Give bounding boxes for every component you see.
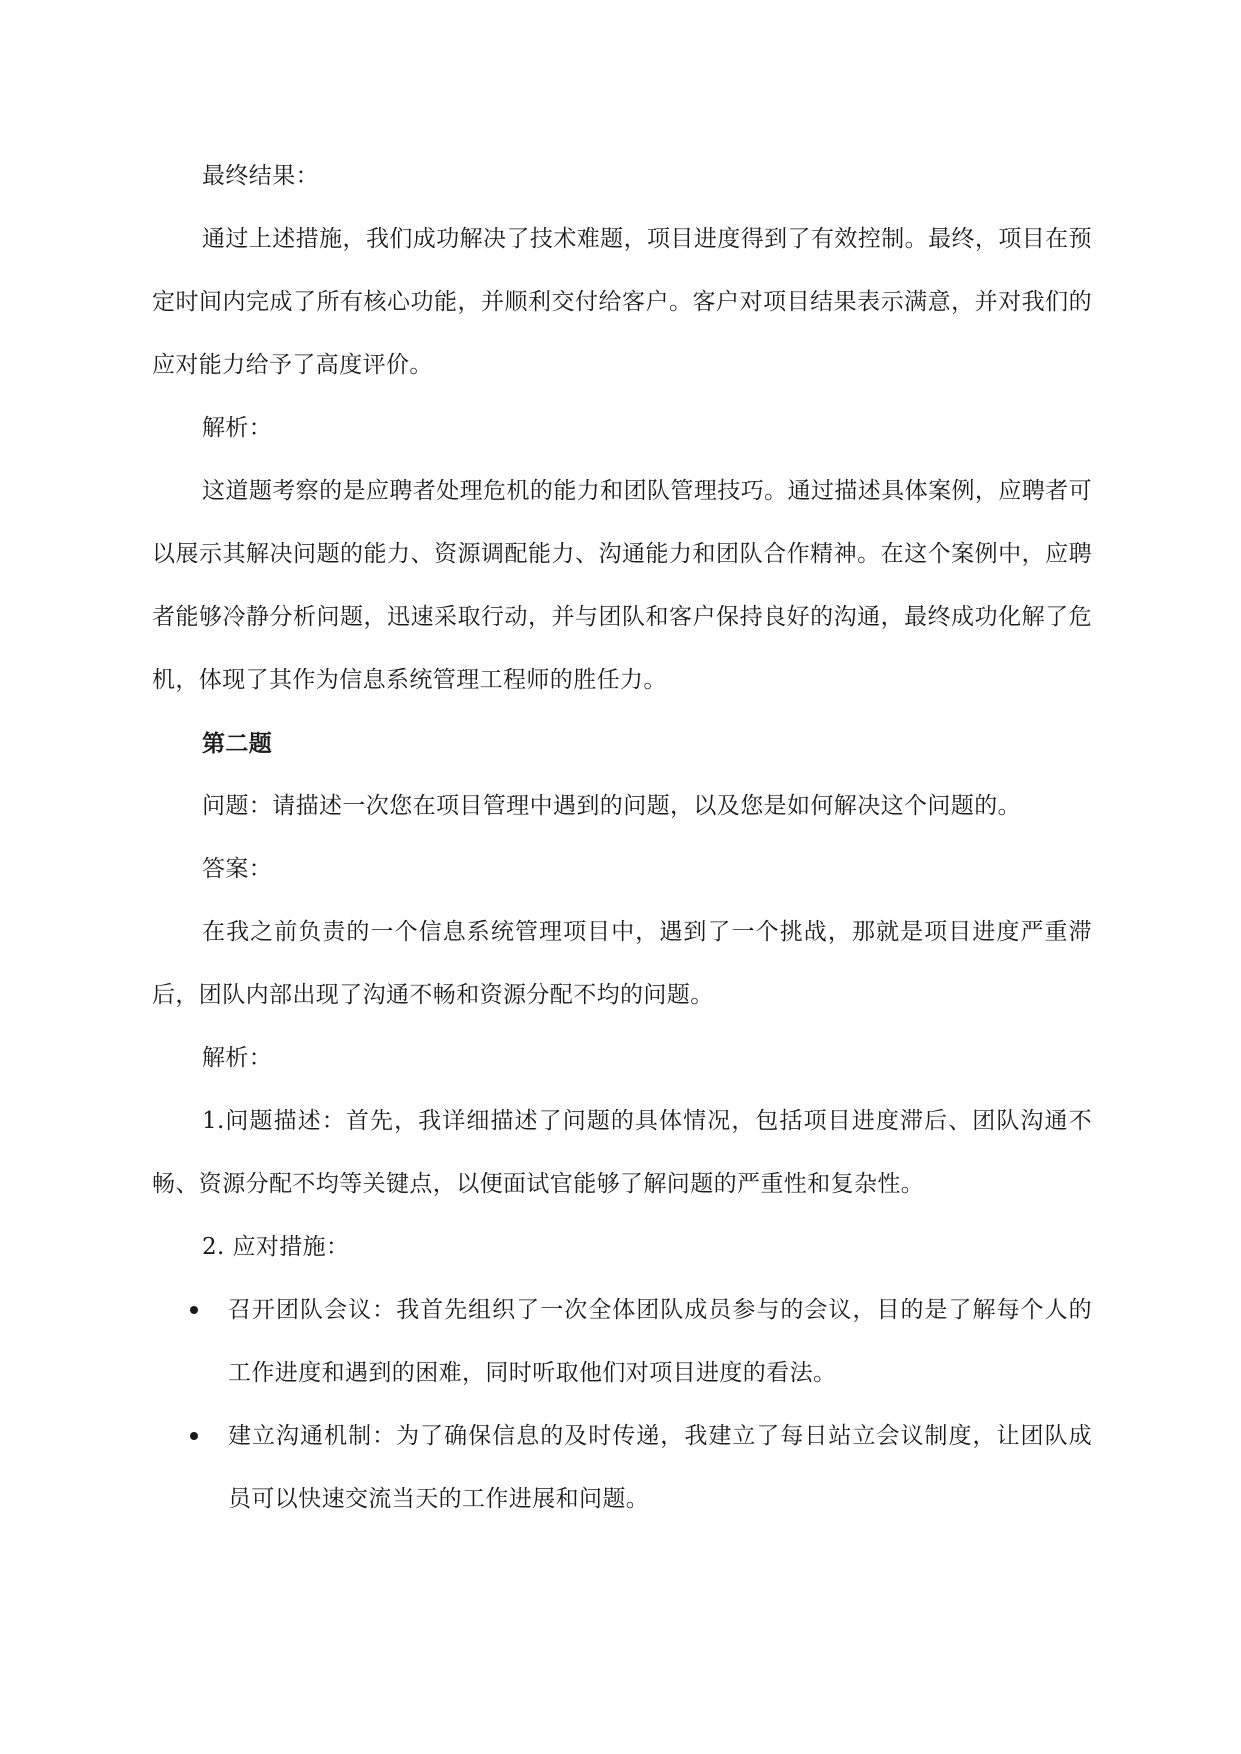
question-paragraph: 问题：请描述一次您在项目管理中遇到的问题，以及您是如何解决这个问题的。 — [202, 793, 1021, 819]
bullet-icon — [190, 1432, 198, 1440]
question-heading: 第二题 — [202, 730, 273, 757]
problem-description-paragraph: 1.问题描述：首先，我详细描述了问题的具体情况，包括项目进度滞后、团队沟通不畅、资源分配不均等关键点，以便面试官能够了解问题的严重性和复杂性。 — [152, 1108, 1092, 1197]
final-result-paragraph: 通过上述措施，我们成功解决了技术难题，项目进度得到了有效控制。最终，项目在预定时间内完成了所有核心功能，并顺利交付给客户。客户对项目结果表示满意，并对我们的应对能力给予了高度评价。 — [152, 226, 1092, 378]
section-label-answer: 答案： — [202, 856, 273, 882]
measures-label: 2. 应对措施： — [202, 1234, 350, 1260]
list-item — [152, 1279, 1092, 1405]
section-label-analysis-2: 解析： — [202, 1045, 273, 1071]
section-label-final-result: 最终结果： — [202, 163, 319, 189]
list-item — [152, 1405, 1092, 1531]
measures-list — [152, 1279, 1092, 1531]
list-item-text: 建立沟通机制：为了确保信息的及时传递，我建立了每日站立会议制度，让团队成员可以快速交流当天的工作进展和问题。 — [228, 1423, 1092, 1512]
answer-paragraph: 在我之前负责的一个信息系统管理项目中，遇到了一个挑战，那就是项目进度严重滞后，团队内部出现了沟通不畅和资源分配不均的问题。 — [152, 919, 1092, 1008]
list-item-text: 召开团队会议：我首先组织了一次全体团队成员参与的会议，目的是了解每个人的工作进度和遇到的困难，同时听取他们对项目进度的看法。 — [228, 1297, 1092, 1386]
bullet-icon — [190, 1306, 198, 1314]
document-body — [152, 145, 1092, 1531]
section-label-analysis: 解析： — [202, 415, 273, 441]
analysis-paragraph: 这道题考察的是应聘者处理危机的能力和团队管理技巧。通过描述具体案例，应聘者可以展示其解决问题的能力、资源调配能力、沟通能力和团队合作精神。在这个案例中，应聘者能够冷静分析问题，迅速采取行动，并与团队和客户保持良好的沟通，最终成功化解了危机，体现了其作为信息系统管理工程师的胜任力。 — [152, 478, 1092, 693]
